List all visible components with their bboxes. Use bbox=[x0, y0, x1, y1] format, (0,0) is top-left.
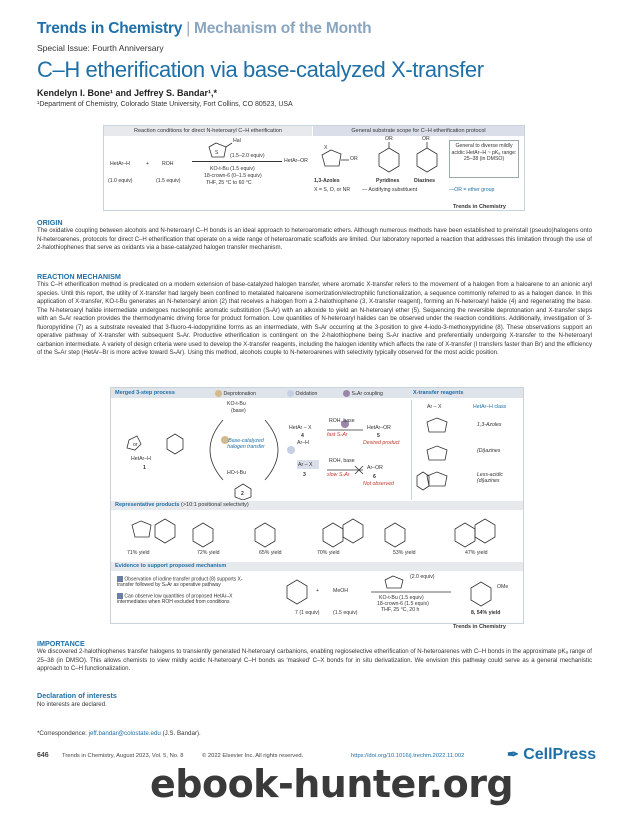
fig1-roh-equiv: (1.5 equiv) bbox=[156, 178, 181, 184]
fig1-reagent-equiv: (1.5–2.0 equiv) bbox=[230, 153, 265, 159]
ev-plus: + bbox=[316, 588, 320, 594]
hetar-or: HetAr–OR bbox=[367, 425, 391, 431]
scope-azoles: 1,3-Azoles bbox=[314, 178, 340, 184]
rep-yields-row bbox=[111, 550, 523, 558]
legend-snar: SₙAr coupling bbox=[343, 390, 383, 397]
scope-pyridines: Pyridines bbox=[376, 178, 400, 184]
fig1-roh: ROH bbox=[162, 161, 174, 167]
header-separator: | bbox=[186, 20, 191, 37]
desired-product: Desired product bbox=[363, 440, 400, 446]
check-icon bbox=[117, 593, 123, 599]
xt-reagent-structures bbox=[415, 414, 465, 494]
figure-1 bbox=[103, 125, 525, 211]
legend-oxidation: Oxidation bbox=[287, 390, 317, 397]
ev-ome: OMe bbox=[497, 584, 509, 590]
declaration-text: No interests are declared. bbox=[37, 701, 107, 708]
snar-dot bbox=[343, 390, 350, 397]
legend-deprotonation: Deprotonation bbox=[215, 390, 256, 397]
yield-1: 71% yield bbox=[127, 550, 150, 556]
special-issue: Special Issue: Fourth Anniversary bbox=[37, 43, 164, 53]
cycle-label: Base-catalyzed halogen transfer bbox=[227, 438, 265, 450]
yield-3: 65% yield bbox=[259, 550, 282, 556]
diazine-structure bbox=[412, 140, 442, 176]
arx-left: Ar – X bbox=[298, 462, 313, 468]
cycle-hetarh: HetAr–H bbox=[131, 456, 151, 462]
fig2-credit: Trends in Chemistry bbox=[453, 624, 506, 630]
oxidation-dot bbox=[287, 390, 294, 397]
cellpress-icon: ✒ bbox=[507, 746, 519, 762]
hetarx: HetAr – X bbox=[289, 425, 312, 431]
kotbu: KO-t-Bu bbox=[227, 401, 246, 407]
fig1-right-header: General substrate scope for C–H etherification protocol bbox=[313, 126, 524, 136]
ev-cond1: KO-t-Bu (1.5 equiv) bbox=[379, 595, 424, 601]
mechanism-text: This C–H etherification method is predicated on a modern extension of base-catalyzed halogen transfer, where aromatic X-transfer refers to the movement of a halogen from a haloarene to an anionic aryl species. Until this report, the utility of X-transfer had largely been confined to metalated haloarene isomerization/electrophilic functionalization, a sequence commonly referred to as a halogen dance. In this application of X-transfer, KO-t-Bu generates an N-heteroaryl anion (2) that receives a halogen from a 2-halothiophene (3, X-transfer reagent), forming an N-heteroaryl halide (4) and regenerating the base. The N-heteroaryl halide intermediate undergoes nucleophilic aromatic substitution (SₙAr) with an alkoxide to yield an N-heteroaryl ether (5). Sequencing the reversible deprotonation and X-transfer steps with an SₙAr reaction provides the thermodynamic driving force for product formation. Low quantities of N-heteroaryl halides can be observed under the reaction conditions. Additionally, investigation of 3-fluoropyridine (7) as a substrate revealed that 3-fluoro-4-iodopyridine forms as an intermediate, with SₙAr occurring at the 3-position to give 4-iodo-3-methoxypyridine (8). These observations support an operative pathway of X-transfer with subsequent SₙAr. Productive etherification is contingent on the 2-halothiophene being SₙAr inactive and preferentially undergoing X-transfer to the N-heteroaryl carbanion intermediate. A variety of design criteria were used to develop the X-transfer reagents, including the halogen identity which affects the rate of X-transfer (I transfers faster than Br) and the efficiency of the SₙAr step (HetAr–Br is more active toward SₙAr). Using this method, alcohols couple to N-heteroarenes with selectivity typically observed for the most acidic position. bbox=[37, 281, 592, 356]
yield-6: 47% yield bbox=[465, 550, 488, 556]
acid-note: — Acidifying substituent bbox=[362, 187, 418, 193]
journal-header bbox=[37, 20, 371, 38]
importance-text: We discovered 2-halothiophenes transfer halogens to transiently generated N-heteroaryl carbanions, enabling regioselective etherification of N-heteroarenes with C–H bonds in the approximate pKₐ range of 25–38 (in DMSO). This allows chemists to view mildly acidic N-heteroaryl C–H bonds as 'masked' C–X bonds for in situ derivatization. We envision this pathway could serve as a general mechanistic approach to C–H functionalization. bbox=[37, 648, 592, 672]
cmp-5: 5 bbox=[377, 433, 380, 439]
roh-base-2: ROH, base bbox=[329, 458, 355, 464]
not-observed: Not observed bbox=[363, 481, 394, 487]
fig1-left-header: Reaction conditions for direct N-heteroaryl C–H etherification bbox=[104, 126, 312, 136]
fig1-hal: Hal bbox=[233, 138, 241, 144]
scope-azoles-sub: X = S, O, or NR bbox=[314, 187, 351, 193]
yield-4: 70% yield bbox=[317, 550, 340, 556]
journal-name: Trends in Chemistry bbox=[37, 20, 183, 37]
section-name: Mechanism of the Month bbox=[194, 20, 372, 37]
figure-2 bbox=[110, 387, 524, 624]
xt-row3: Less-acidic (di)azines bbox=[477, 472, 503, 484]
cmp-4: 4 bbox=[301, 433, 304, 439]
check-icon bbox=[117, 576, 123, 582]
fig1-cond3: THF, 25 °C to 60 °C bbox=[206, 180, 252, 186]
correspondence: *Correspondence: jeff.bandar@colostate.edu (J.S. Bandar). bbox=[37, 730, 201, 737]
cmp-2: 2 bbox=[241, 491, 244, 497]
slow-snar: slow SₙAr bbox=[327, 472, 350, 478]
xt-class: HetAr–H class bbox=[473, 404, 507, 410]
pyridine-structure bbox=[374, 140, 404, 176]
yield-2: 72% yield bbox=[197, 550, 220, 556]
base-label: (base) bbox=[231, 408, 246, 414]
scope-azole-or: OR bbox=[350, 156, 358, 162]
cycle-plus-arh: Ar–H bbox=[297, 440, 309, 446]
fig1-credit: Trends in Chemistry bbox=[453, 204, 506, 210]
declaration-heading: Declaration of interests bbox=[37, 691, 117, 700]
ev-cond2: 18-crown-6 (1.5 equiv) bbox=[377, 601, 429, 607]
scope-callout: General to diverse mildly acidic HetAr–H ~ pKₐ range: 25–38 (in DMSO) bbox=[449, 140, 519, 178]
ev-cond3: THF, 25 °C, 20 h bbox=[381, 607, 420, 613]
rep-title: Representative products (>10:1 positional selectivity) bbox=[115, 502, 249, 508]
fig1-arrow bbox=[192, 161, 282, 162]
affiliation: ¹Department of Chemistry, Colorado State University, Fort Collins, CO 80523, USA bbox=[37, 101, 293, 108]
fig1-plus: + bbox=[146, 161, 150, 167]
fig1-cond2: 18-crown-6 (0–1.5 equiv) bbox=[204, 173, 262, 179]
authors: Kendelyn I. Bone¹ and Jeffrey S. Bandar¹,* bbox=[37, 88, 218, 98]
ev-meoh: MeOH bbox=[333, 588, 348, 594]
citation: Trends in Chemistry, August 2023, Vol. 5, No. 8 bbox=[62, 753, 184, 759]
scope-pyridine-or: OR bbox=[385, 136, 393, 142]
ether-note: —OR = ether group bbox=[449, 187, 495, 193]
roh-base-1: ROH, base bbox=[329, 418, 355, 424]
evidence-1: Observation of iodine transfer product (8) supports X-transfer followed by SₙAr as operative pathway bbox=[117, 576, 243, 589]
xt-row1: 1,3-Azoles bbox=[477, 422, 502, 428]
svg-text:S: S bbox=[215, 150, 219, 156]
hotbu: HO-t-Bu bbox=[227, 470, 247, 476]
cmp-6: 6 bbox=[373, 474, 376, 480]
page-number: 646 bbox=[37, 752, 49, 759]
scope-diazines: Diazines bbox=[414, 178, 436, 184]
mechanism-heading: REACTION MECHANISM bbox=[37, 272, 121, 281]
publisher-logo: ✒ CellPress bbox=[507, 746, 597, 763]
scope-diazine-or: OR bbox=[422, 136, 430, 142]
ev-substrate: 7 (1 equiv) bbox=[295, 610, 320, 616]
evidence-title: Evidence to support proposed mechanism bbox=[115, 563, 227, 569]
yield-5: 53% yield bbox=[393, 550, 416, 556]
origin-text: The oxidative coupling between alcohols and N-heteroaryl C–H bonds is an ideal approach to heteroaromatic ethers. Although numerous methods have been established to preinstall (pseudo)halogens onto N-heteroarenes, protocols for direct C–H etherification that operate on a wide range of heteroaromatic scaffolds are limited. Our laboratory reported a reaction that addresses this limitation through the use of 2-halothiophenes that serve as oxidants via a base-catalyzed halogen transfer mechanism. bbox=[37, 227, 592, 251]
evidence-2: Can observe low quantities of proposed HetAr–X intermediates when ROH excluded from conditions bbox=[117, 593, 233, 606]
merged-title: Merged 3-step process bbox=[115, 390, 175, 396]
cmp-3: 3 bbox=[303, 472, 306, 478]
fig1-hetar-equiv: (1.0 equiv) bbox=[108, 178, 133, 184]
article-title: C–H etherification via base-catalyzed X-transfer bbox=[37, 57, 484, 82]
copyright: © 2022 Elsevier Inc. All rights reserved. bbox=[202, 753, 304, 759]
xt-arx: Ar – X bbox=[427, 404, 442, 410]
ev-reagent-equiv: (2.0 equiv) bbox=[410, 574, 435, 580]
mechanism-cycle bbox=[115, 400, 405, 500]
email-link[interactable]: jeff.bandar@colostate.edu bbox=[88, 730, 161, 737]
deprotonation-dot bbox=[215, 390, 222, 397]
watermark: ebook-hunter.org bbox=[150, 762, 514, 806]
fast-snar: fast SₙAr bbox=[327, 432, 348, 438]
doi-link[interactable]: https://doi.org/10.1016/j.trechm.2022.11.002 bbox=[351, 753, 465, 759]
fig1-hetar: HetAr–H bbox=[110, 161, 130, 167]
ar-or: Ar–OR bbox=[367, 465, 383, 471]
cycle-or: or bbox=[133, 442, 138, 448]
origin-heading: ORIGIN bbox=[37, 218, 63, 227]
cmp-1: 1 bbox=[143, 465, 146, 471]
importance-heading: IMPORTANCE bbox=[37, 639, 85, 648]
ev-product: 8, 54% yield bbox=[471, 610, 501, 616]
fig1-cond1: KO-t-Bu (1.5 equiv) bbox=[210, 166, 255, 172]
scope-azole-x: X bbox=[324, 145, 328, 151]
rep-structures bbox=[115, 511, 523, 549]
ev-meoh-equiv: (1.5 equiv) bbox=[333, 610, 358, 616]
xt-row2: (Di)azines bbox=[477, 448, 501, 454]
xtransfer-title: X-transfer reagents bbox=[413, 390, 464, 396]
fig1-product: HetAr–OR bbox=[284, 158, 308, 164]
